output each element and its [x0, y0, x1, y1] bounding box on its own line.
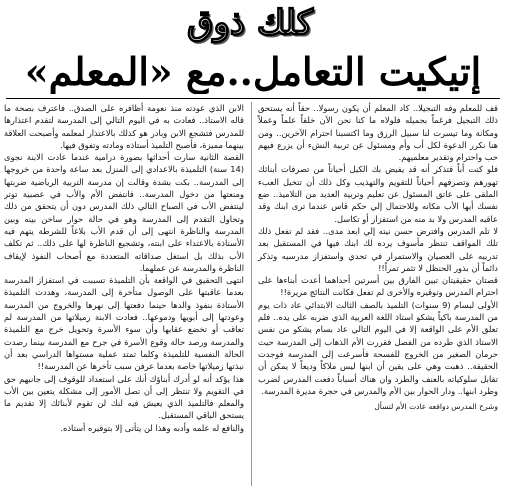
paragraph: والنافع له علمه وأدبه وهذا لن يتأتى إلا بتوقيره أستاذه.: [60, 422, 244, 433]
headline-divider: [6, 98, 500, 99]
paragraph: قف للمعلم وفه التبجيلا.. كاد المعلم أن يكون رسولا.. حقاً أنه يستحق ذلك التبجيل فرغماً بجميله فلولاه ما كنا نحن الآن خلقاً علماً وعملاً ومكانة وما تيسرت لنا سبيل الرزق وما اكتسبنا احترام الآخرين.. ومن هنا نكرر الدعوة لكل أب وأم ومسئول عن تربية النشء أن يزرع فيهم حب واحترام وتقدير معلميهم.: [258, 103, 498, 163]
paragraph: انتهى التحقيق في الواقعة بأن التلميذة تسببت في استفزاز المدرسة بعدما عاقبتها على الوصول متأخرة إلى المدرسة، وهددت التلميذة الأستاذة بنفوذ والدها حينما دفعتها إلى نهرها والخروج من المدرسة وعودتها إلى أبويها ودموعها.. فعادت الابنة زميلاتها من المدرسة لم تعاقب أو تخضع عقابها وأن سوء الأسرة وتحويل خرج مع التلميذة والمدرسة ورصد حالة وقوع الأسرة في جرح مع المدرسة بينما رصدت الحالة النفسية للتلميذة وكلما تمتد عملية مستواها الدراسي بعد أن نبذتها زميلاتها خاصة بعدما عرفن سبب تأخرها عن المدرسة!!: [4, 275, 244, 372]
article-body: [4, 102, 498, 486]
article-headline: إتيكيت التعامل..مع «المعلم»: [24, 50, 482, 94]
column-kicker: كلك ذوق: [187, 3, 313, 43]
paragraph: قصتان حقيقيتان تبين الفارق بين أسرتين أحداهما أعدت أبناءها على احترام المدرس وتوقيره والأخرى لم تفعل فكانت النتائج مريرة!!: [258, 275, 498, 298]
paragraph: القصة الثانية سارت أحداثها بصورة درامية عندما عادت الابنة نجوى (14 سنة) التلميذة بالاعدادي إلى المنزل بعد ساعة واحدة من خروجها إلى المدرسة.. بكت بشدة وقالت إن مدرسة التربية الرياضية ضربتها ومنعتها من دخول المدرسة.. فانتفض الأم والأب في عصبية توتر لينتفض الأب في الصباح التالي ذلك المدرس دون أن يتحقق من ذلك وتحاول التقدم إلى المدرسة وهو في حالة حوار ساخن بينه وبين المدرسة والناظرة انتهى إلى أن قدم الأب بلاغاً للشرطة يتهم فيه الأستاذة بالاعتداء على ابنته، وتشجيع الناظرة لها على ذلك.. ثم تكلف الأب بذلك بل استغل صداقاته المتعددة مع أصحاب النفوذ لإيقاف الناظرة والمدرسة عن عملهما.: [4, 152, 244, 273]
paragraph: الأولى لبسام (9 سنوات) التلميذ بالصف الثالث الابتدائي عاد ذات يوم من المدرسة باكياً يشكو استاذ اللغة العربية الذي ضربه على يده.. فلم تعلق الأم على الواقعة إلا في اليوم التالي عاد بسام يشكو من نفس الاستاذ الذي طرده من الفصل فقررت الأم الذهاب إلى المدرسة حيث حرمان الصغير من الخروج للفسحة فأسرعت إلى المدرسة فوجدت الحقيقة.. ذهبت وهي على يقين أن ابنها ليس ملاكاً وديعاً لا يمكن أن تقابل سلوكياته بالعنف والطرد وان هناك أسباباً دفعت المدرس لضرب وطرد ابنها.. ودار الحوار بين الأم والمدرس في حجرة مديرة المدرسة.: [258, 299, 498, 396]
paragraph: هذا يؤكد أنه لو أدرك أبناؤك أنك على استعداد للوقوف إلى جانبهم حق في التقويم ولا تنتظر إلى أن تصل الأمور إلى مشكلة يتعين بين الأب والمعلم فالتلميذ الذي يعيش فيه لنك لن تقوم لأبنائك إلا تقديم ما يستحق الباقي المستقبل.: [4, 373, 244, 421]
paragraph: فلو كنت أباً فتذكر أنه قد يفيض بك الكيل أحياناً من تصرفات أبنائك تهورهم وتصرفهم أحياناً للتقويم والتهذيب وكل ذلك أن تتخيل العبء الملقى على عاتق المسئول عن تعليم وتربية العديد من التلاميذ.. ضع نفسك أيها الأب مكانه وللاحتمال إلي حكم قاس عندما ترى ابنك وقد عاقبه المدرس ولا بد منه من استفزاز أو تكاسل.: [258, 164, 498, 224]
paragraph: لا تلم المدرس وافترض حسن نيته إلي ابعد مدى.. فقد لم تفعل ذلك تلك المواقف تنتظر مأسوف يرده لك ابنك فيها في المستقبل بعد تدريبه على العصيان والاستمرار في تحدي واستفزاز مدرسيه وتذكر دائماً أن بذور الحنظل لا تثمر تمراً!!: [258, 225, 498, 273]
article-caption: وشرح المدرس دوافعه عادت الأم لتسأل: [374, 402, 498, 412]
paragraph: الابن الذي عودته منذ نعومة أظافره على الصدق.. فاعترف بصحة ما قاله الاستاذ.. فعادت به في اليوم التالي إلى المدرسة لتقدم اعتذارها للمدرس فتشجع الابن وبادر هو كذلك بالاعتذار لمعلمه وأصبحت العلاقة بينهما مميزة، فأصبح التلميذ أستاذه ومادته وتفوق فيها.: [4, 103, 244, 150]
